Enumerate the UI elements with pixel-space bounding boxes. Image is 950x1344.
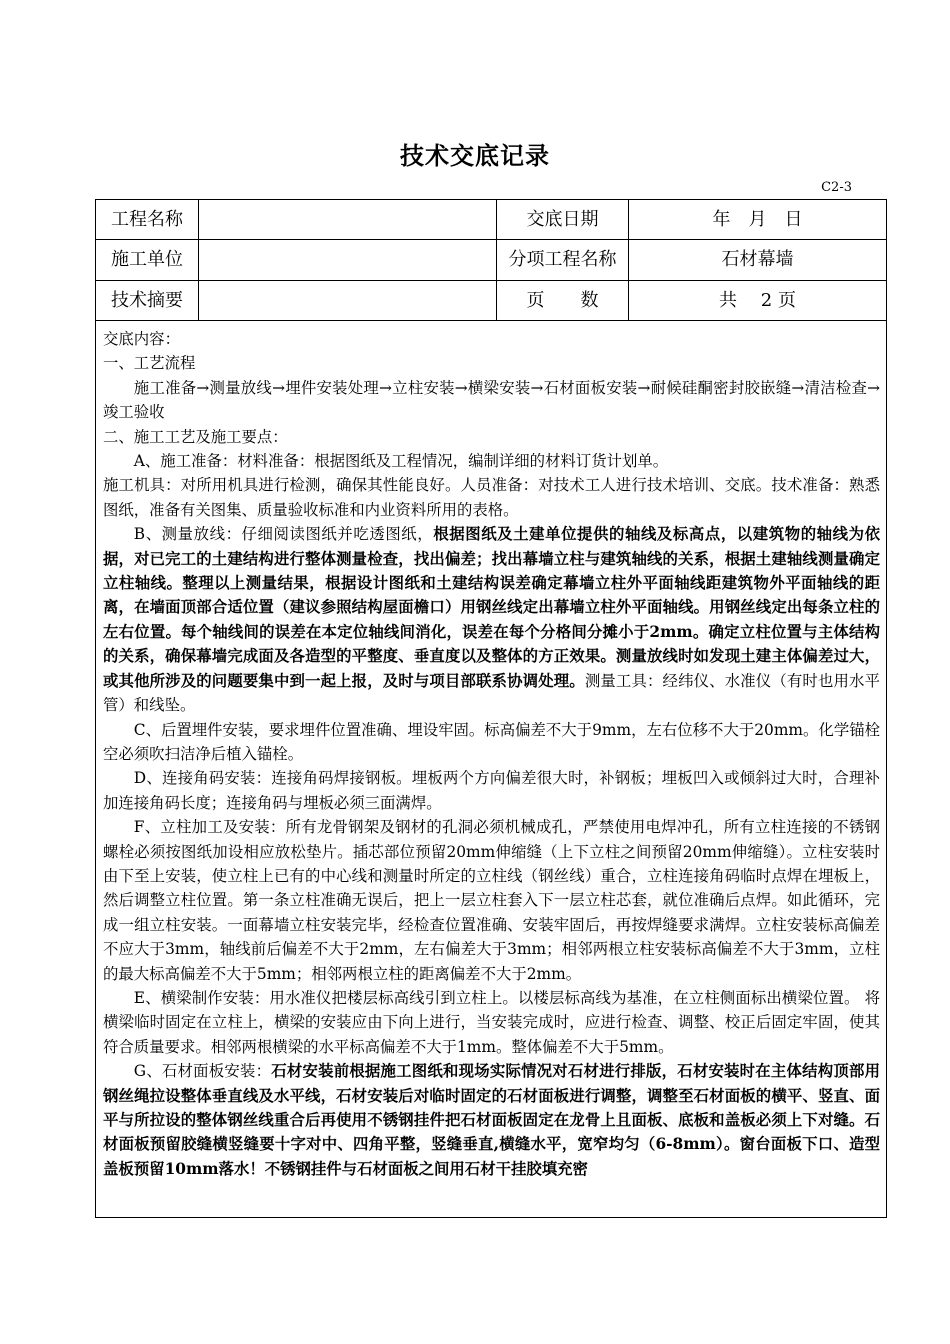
date-label: 交底日期 <box>526 209 599 230</box>
process-flow: 施工准备→测量放线→埋件安装处理→立柱安装→横梁安装→石材面板安装→耐候硅酮密封胶嵌缝→清洁检查→竣工验收 <box>103 378 880 422</box>
paragraph-c: C、后置埋件安装，要求埋件位置准确、埋设牢固。标高偏差不大于9mm，左右位移不大于20mm。化学锚栓空必须吹扫洁净后植入锚栓。 <box>103 720 880 763</box>
subitem-label: 分项工程名称 <box>508 249 617 270</box>
pages-label: 页 数 <box>526 290 599 311</box>
paragraph-a-continued: 施工机具：对所用机具进行检测，确保其性能良好。人员准备：对技术工人进行技术培训、交底。技术准备：熟悉图纸，准备有关图集、质量验收标准和内业资料所用的表格。 <box>103 476 880 519</box>
summary-label: 技术摘要 <box>111 290 183 311</box>
disclosure-content <box>103 327 880 1181</box>
paragraph-g-emphasis: 石材安装前根据施工图纸和现场实际情况对石材进行排版，石材安装时在主体结构顶部用钢丝绳拉设整体垂直线及水平线，石材安装后对临时固定的石材面板进行调整，调整至石材面板的横平、竖直、面平与所拉设的整体钢丝线重合后再使用不锈钢挂件把石材面板固定在龙骨上且面板、底板和盖板必须上下对缝。石材面板预留胶缝横竖缝要十字对中、四角平整，竖缝垂直,横缝水平，宽窄均匀（6-8mm）。窗台面板下口、造型盖板预留10mm落水！不锈钢挂件与石材面板之间用石材干挂胶填充密 <box>103 1062 880 1178</box>
paragraph-b-lead: B、测量放线：仔细阅读图纸并吃透图纸， <box>133 525 434 544</box>
paragraph-b-emphasis: 根据图纸及土建单位提供的轴线及标高点，以建筑物的轴线为依据，对已完工的土建结构进行整体测量检查，找出偏差；找出幕墙立柱与建筑轴线的关系，根据土建轴线测量确定立柱轴线。整理以上测量结果，根据设计图纸和土建结构误差确定幕墙立柱外平面轴线距建筑物外平面轴线的距离，在墙面顶部合适位置（建议参照结构屋面檐口）用钢丝线定出幕墙立柱外平面轴线。用钢丝线定出每条立柱的左右位置。每个轴线间的误差在本定位轴线间消化，误差在每个分格间分摊小于2mm。确定立柱位置与主体结构的关系，确保幕墙完成面及各造型的平整度、垂直度以及整体的方正效果。测量放线时如发现土建主体偏差过大，或其他所涉及的问题要集中到一起上报，及时与项目部联系协调处理。 <box>103 525 880 690</box>
paragraph-e: E、横梁制作安装：用水准仪把楼层标高线引到立柱上。以楼层标高线为基准，在立柱侧面标出横梁位置。 将横梁临时固定在立柱上，横梁的安装应由下向上进行，当安装完成时，应进行检查、调整、校正后固定牢固，使其符合质量要求。相邻两根横梁的水平标高偏差不大于1mm。整体偏差不大于5mm。 <box>103 988 880 1056</box>
paragraph-g <box>103 1059 880 1181</box>
section-heading-key-points: 二、施工工艺及施工要点： <box>103 427 288 446</box>
document-title: 技术交底记录 <box>400 142 550 170</box>
record-table <box>95 199 887 1218</box>
project-name-label: 工程名称 <box>111 209 183 230</box>
paragraph-g-lead: G、石材面板安装： <box>133 1062 272 1081</box>
unit-label: 施工单位 <box>111 249 183 270</box>
date-value: 年 月 日 <box>712 209 803 230</box>
paragraph-f: F、立柱加工及安装：所有龙骨钢架及钢材的孔洞必须机械成孔，严禁使用电焊冲孔，所有立柱连接的不锈钢螺栓必须按图纸加设相应放松垫片。插芯部位预留20mm伸缩缝（上下立柱之间预留20mm伸缩缝）。立柱安装时由下至上安装，使立柱上已有的中心线和测量时所定的立柱线（钢丝线）重合，立柱连接角码临时点焊在埋板上，然后调整立柱位置。第一条立柱准确无误后，把上一层立柱套入下一层立柱芯套，就位准确后点焊。如此循环，完成一组立柱安装。一面幕墙立柱安装完毕，经检查位置准确、安装牢固后，再按焊缝要求满焊。立柱安装标高偏差不应大于3mm，轴线前后偏差不大于2mm，左右偏差大于3mm；相邻两根立柱安装标高偏差不大于3mm，立柱的最大标高偏差不大于5mm；相邻两根立柱的距离偏差不大于2mm。 <box>103 818 880 983</box>
pages-value: 共 2 页 <box>719 290 796 311</box>
subitem-value: 石材幕墙 <box>721 249 794 270</box>
paragraph-b <box>103 522 880 717</box>
unit-value <box>199 240 496 280</box>
section-heading-process: 一、工艺流程 <box>103 354 196 373</box>
content-heading: 交底内容： <box>103 330 180 348</box>
project-name-value <box>199 200 496 240</box>
paragraph-d: D、连接角码安装：连接角码焊接钢板。埋板两个方向偏差很大时，补钢板；埋板凹入或倾斜过大时，合理补加连接角码长度；连接角码与埋板必须三面满焊。 <box>103 769 880 812</box>
paragraph-a: A、施工准备：材料准备：根据图纸及工程情况，编制详细的材料订货计划单。 <box>133 452 669 471</box>
paragraph-b-tail: 测量工具：经纬仪、水准仪（有时也用水平管）和线坠。 <box>103 671 880 715</box>
summary-value <box>199 281 496 321</box>
form-code: C2-3 <box>821 180 852 195</box>
